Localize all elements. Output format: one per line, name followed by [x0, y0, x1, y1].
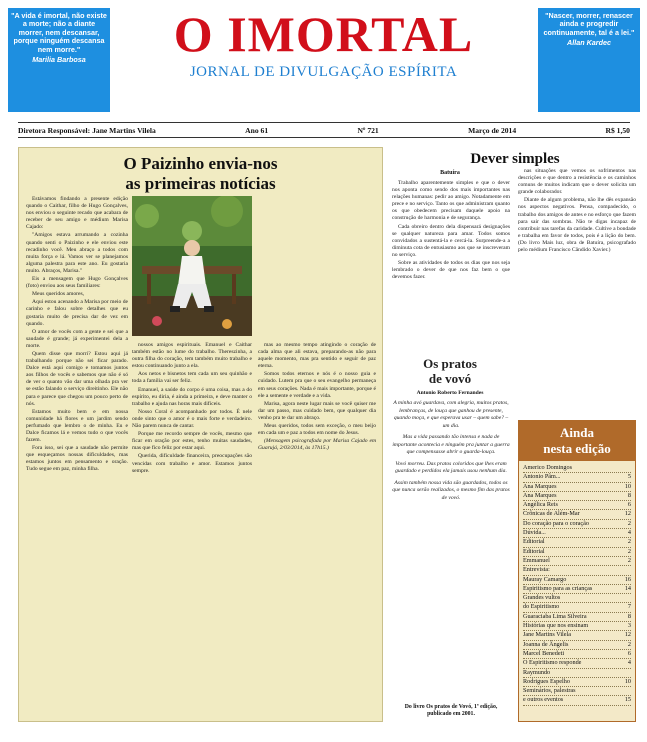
dever-paragraph: Cada obreiro dentro dela dispensará designações se qualquer natureza para amar. Todos somos convidados a sustentá-la e cercá-la. Surpreende-a a diminuta cota de entusiasmo aos que se inscreveram no serviço. — [392, 223, 510, 258]
ainda-heading-line1: Ainda — [560, 425, 594, 440]
dever-column-2 — [518, 168, 636, 414]
lead-column-2 — [132, 342, 252, 716]
left-quote-text: "A vida é imortal, não existe a morte; não a diante morrer, nem descansar, porque ninguém descansa nem morre." — [11, 11, 107, 54]
toc-item[interactable]: Americo Domingos — [523, 464, 631, 473]
lead-paragraph: Meus queridos, todos sem exceção, o meu beijo em cada um e paz a todos em nome do Jesus. — [258, 423, 376, 437]
lead-title-line1: O Paizinho envia-nos — [123, 154, 278, 173]
toc-item[interactable]: Ana Marques 10 — [523, 483, 631, 492]
ainda-list — [519, 461, 635, 709]
lead-title-line2: as primeiras notícias — [125, 174, 276, 193]
poem-stanza: Vovó morreu. Das pratos coloridos que lhes eram guardado e perdidos ela jamais usou nenhum dia. — [395, 460, 507, 474]
pratos-poem — [392, 400, 510, 698]
lead-column-1 — [26, 196, 128, 716]
pratos-author: Antonio Roberto Fernandes — [416, 390, 484, 396]
toc-item[interactable]: Guaraciaba Lima Silveira 8 — [523, 613, 631, 622]
toc-item[interactable]: Rodrigues Espelho 10 — [523, 678, 631, 687]
lead-paragraph: Emanuel, a saúde do corpo é uma coisa, mas a do espírito, eu diria, é ainda a primeira, e deve manter o trabalho e ajuda nas horas mais difíceis. — [132, 386, 252, 407]
ainda-heading-line2: nesta edição — [543, 441, 611, 456]
pratos-source: Do livro Os pratos de Vovó, 1ª edição, publicado em 2001. — [404, 704, 498, 717]
toc-item[interactable]: Raymundo — [523, 669, 631, 678]
issue-number: Nº 721 — [357, 125, 379, 135]
lead-paragraph: Estamos muito bem e em nossa comunidade há flores e um jardim sendo perfumado que lembro o de minha. Eu e Dalce ficamos lá e vemos tudo o que vocês fazem. — [26, 408, 128, 444]
lead-paragraph: O amor de vocês com a gente e sei que a saudade é grande; já experimentei dela a morte. — [26, 328, 128, 349]
right-quote-text: "Nascer, morrer, renascer ainda e progredir continuamente, tal é a lei." — [543, 11, 635, 37]
lead-photo — [132, 196, 252, 336]
lead-paragraph: Quem disse que morri? Estou aqui já trabalhando porque não sei ficar parado. Dalce está aqui comigo e tomamos juntos aos filhos de vocês e sabemos que não é só de ver o quanto vão dar uma olhada pra ver se estão falando o serviço direitinho. Ele não para e parece que chegou um pouco perto de nós. — [26, 350, 128, 407]
lead-paragraph: mas ao mesmo tempo atingindo o coração de cada alma que ali estava, preparando-as não para aquele momento, mas pra sentido e seguir de paz eterna. — [258, 342, 376, 370]
lead-paragraph: Querida, dificuldade financeira, preocupações são vencidas com trabalho e amor. Estamos juntos sempre. — [132, 453, 252, 474]
dever-title: Dever simples — [470, 151, 560, 167]
toc-item[interactable]: Emmanuel 2 — [523, 557, 631, 566]
lead-column-3 — [258, 342, 376, 716]
toc-item[interactable]: Histórias que nos ensinam 3 — [523, 622, 631, 631]
ainda-heading — [519, 421, 635, 461]
left-quote-author: Marilia Barbosa — [32, 55, 86, 65]
lead-paragraph: Somos todos eternos e nós é o nosso guia e cuidado. Lutem pra que o seu evangelho permaneça em seus corações. Nada é mais importante, porque é ele a semente e verdade e a vida. — [258, 371, 376, 399]
toc-item[interactable]: Grandes vultos — [523, 594, 631, 603]
toc-item[interactable]: Entrevista: — [523, 566, 631, 575]
ainda-box — [518, 420, 636, 722]
lead-paragraph: Eis a mensagem que Hugo Gonçalves (foto) enviou aos seus familiares: — [26, 276, 128, 290]
toc-item[interactable]: do Espiritismo 7 — [523, 603, 631, 612]
toc-item[interactable]: Mauray Camargo 16 — [523, 576, 631, 585]
toc-item[interactable]: Editorial 2 — [523, 538, 631, 547]
newspaper-title: O IMORTAL — [173, 6, 474, 62]
pratos-title-line1: Os pratos — [423, 356, 477, 371]
toc-item[interactable]: Angélica Reis 6 — [523, 501, 631, 510]
lead-paragraph: Estávamos findando a presente edição quando o Caithar, filho de Hugo Gonçalves, nos enviou o seguinte recado que acabara de receber de seu amigo e médium Marisa Cajado: — [26, 196, 128, 231]
lead-paragraph: "Amigos estava arrumando a cozinha quando senti o Paizinho e ele enviou este recadinho você. Meu abraço a todos com muita força e lá. Vamos ver se planejamos alguma palestra para este ano. Eu gostaria muito. Abraços, Marisa." — [26, 232, 128, 274]
toc-item[interactable]: O Espiritismo responde 4 — [523, 659, 631, 668]
lead-caption: (Mensagem psicografada por Marisa Cajado em Guarujá, 2/03/2014, às 17h15.) — [258, 438, 376, 452]
lead-paragraph: Nosso Coral é acompanhado por todos. É nele onde sinto que o amor é o mais forte e verdadeiro. Não parem nunca de cantar. — [132, 408, 252, 430]
dever-paragraph: Sobre as atividades de todos os dias que nos seja lembrado o dever de que nos faz bem o que devemos fazer. — [392, 260, 510, 281]
toc-item[interactable]: Do coração para o coração 2 — [523, 520, 631, 529]
dever-paragraph: Diante de algum problema, não lhe dês expansão nos aspectos negativos. Pensa, compadecido, o trabalho dos amigos de antes e no esforço que fazem para sair das sombras. Não te digas incapaz de contribuir nas tarefas da caridade. Cultive a bondade e trabalha em favor de todos, pois é a lição do bem. (Do livro Mais luz, obra de Batuíra, psicografado pelo médium Francisco Cândido Xavier.) — [518, 197, 636, 254]
poem-stanza: A minha avó guardava, com alegria, muitos pratos, lembranças, de louça que ganhou de presente, quando moça, e que esperava usar – quem sabe? – um dia. — [393, 400, 509, 429]
issue-year: Ano 61 — [245, 125, 269, 135]
toc-item[interactable]: Espiritismo para as crianças 14 — [523, 585, 631, 594]
pratos-title-line2: de vovó — [428, 371, 472, 386]
dever-column-1 — [392, 180, 510, 340]
toc-item[interactable]: Crônicas de Além-Mar 12 — [523, 510, 631, 519]
poem-stanza: Mas a vida passando tão intensa e nada de importante acontecia e ninguém pra juntar a guerra que compensasse abrir o guarda-louça. — [392, 434, 510, 455]
toc-item[interactable]: Editorial 2 — [523, 548, 631, 557]
lead-paragraph: Marisa, agora neste lugar mais se você quiser me dar um passo, mas cuidado bem, que qualquer dia venho pra te dar um abraço. — [258, 400, 376, 421]
toc-item[interactable]: Dúvida... 4 — [523, 529, 631, 538]
right-quote-author: Allan Kardec — [567, 38, 611, 48]
dever-paragraph: nas situações que vemos os sofrimentos nas descrições e que dentro a resistência e os caminhos comuns de muitos indicam que o dever solicita um grande colaborador. — [518, 168, 636, 196]
lead-paragraph: nossos amigos espirituais. Emanuel e Caithar também estão no lume do trabalho. Thereszinha, a outra filha do coração, tem também muito trabalho e estou continuando junto a ela. — [132, 342, 252, 370]
photo-illustration — [132, 196, 252, 336]
toc-item[interactable]: Ana Marques 8 — [523, 492, 631, 501]
lead-paragraph: Aqui estou acenando a Marisa por meio de carinho e falou sobre detalhes que eu gostaria muito de precisa dar de vez em quando. — [26, 299, 128, 327]
lead-paragraph: Porque me recordo sempre de vocês, mesmo que ficar em oração por estes, tenho muitas saudades, mas que fico feliz por estar aqui. — [132, 431, 252, 452]
lead-title — [19, 154, 382, 194]
issue-price: R$ 1,50 — [605, 125, 630, 135]
dever-paragraph: Trabalho aparentemente simples e que o dever nos aponta como sendo dos mais importantes nas relações humanas: pedir ao amigo. Notadamente em prece e no serviço. Tanto os que administram quanto os que obedecem precisam daquele apoio na construção de harmonia e de segurança. — [392, 180, 510, 222]
toc-item[interactable]: Antonio Pâm... 5 — [523, 473, 631, 482]
info-bar — [18, 122, 630, 138]
toc-item[interactable]: Marcel Benedeti 6 — [523, 650, 631, 659]
lead-paragraph: Fora isso, sei que a saudade não permite que esqueçamos nossas dificuldades, mas estamos juntos em pensamento e oração. Tudo segue em paz, minha filha. — [26, 445, 128, 473]
toc-item[interactable]: Jane Martins Vilela 12 — [523, 631, 631, 640]
masthead — [0, 8, 647, 81]
director-name: Diretora Responsável: Jane Martins Vilela — [18, 125, 156, 135]
toc-item[interactable]: Joanna de Ângelis 2 — [523, 641, 631, 650]
lead-paragraph: Aos netos e bisnetos tem cada um seu quinhão e toda a família vai ser feliz. — [132, 371, 252, 385]
toc-item[interactable]: Seminários, palestras — [523, 687, 631, 696]
issue-date: Março de 2014 — [468, 125, 517, 135]
poem-stanza: Assim também nossa vida são guardados, todos os que nunca serão realizados, o mesmo fim das pratos de vovó. — [392, 479, 510, 501]
toc-item[interactable]: e outros eventos 15 — [523, 696, 631, 705]
pratos-title — [390, 356, 510, 386]
lead-paragraph: Meus queridos amores, — [32, 291, 85, 298]
dever-author: Batuíra — [440, 170, 460, 176]
newspaper-subtitle: JORNAL DE DIVULGAÇÃO ESPÍRITA — [189, 64, 458, 80]
